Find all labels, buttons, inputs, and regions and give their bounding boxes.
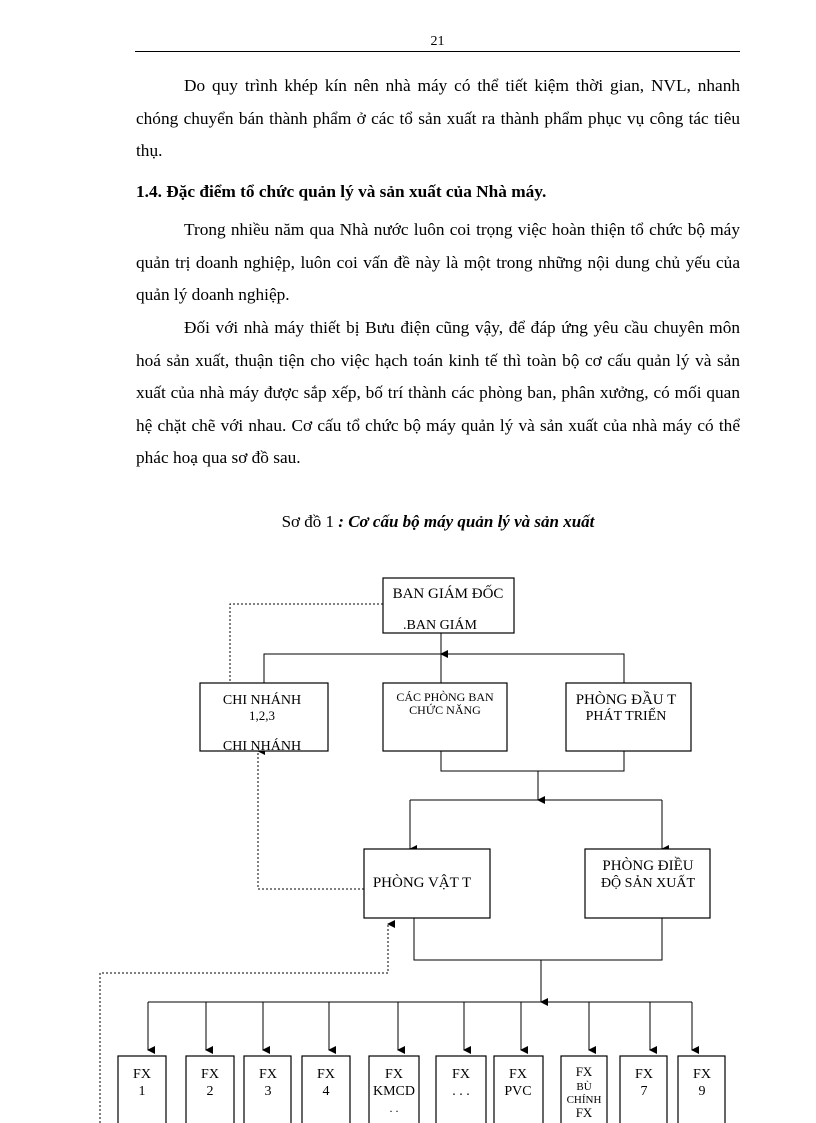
functional-line-1: CÁC PHÒNG BAN <box>396 690 494 704</box>
workshop-box <box>494 1056 543 1123</box>
board-line-1: BAN GIÁM ĐỐC <box>392 586 504 602</box>
workshop-id: 3 <box>264 1084 272 1099</box>
workshop-id: 9 <box>698 1084 706 1099</box>
paragraph-2-text: Trong nhiều năm qua Nhà nước luôn coi trọng việc hoàn thiện tổ chức bộ máy quản trị doanh nghiệp, luôn coi vấn đề này là một trong những nội dung chủ yếu của quản lý doanh nghiệp. <box>136 220 740 304</box>
functional-departments-box <box>383 683 507 751</box>
dispatch-line-2: ĐỘ SẢN XUẤT <box>600 876 696 891</box>
workshop-box <box>186 1056 234 1123</box>
workshop-id: KMCD <box>372 1084 416 1099</box>
workshop-box <box>369 1056 419 1123</box>
branch-line-1: CHI NHÁNH <box>222 693 302 708</box>
workshop-box <box>302 1056 350 1123</box>
supply-dept-box <box>364 849 490 918</box>
workshop-extra: . . <box>389 1101 399 1115</box>
workshop-id: 1 <box>138 1084 146 1099</box>
workshop-drops <box>148 1002 692 1050</box>
invest-line-1: PHÒNG ĐẦU T <box>575 692 677 708</box>
workshop-id: 7 <box>640 1084 648 1099</box>
workshop-label: FX <box>201 1067 219 1082</box>
workshop-box <box>678 1056 725 1123</box>
workshop-label: FX <box>385 1067 403 1082</box>
workshop-box <box>118 1056 166 1123</box>
workshops <box>118 1056 725 1123</box>
workshop-label: FX <box>133 1067 151 1082</box>
workshop-label: FX <box>693 1067 711 1082</box>
workshop-extra: CHÍNH <box>566 1094 602 1106</box>
workshop-box <box>620 1056 667 1123</box>
dispatch-line-1: PHÒNG ĐIỀU <box>602 858 694 874</box>
paragraph-1-text: Do quy trình khép kín nên nhà máy có thể tiết kiệm thời gian, NVL, nhanh chóng chuyển bán thành phẩm ở các tổ sản xuất ra thành phẩm phục vụ công tác tiêu thụ. <box>136 76 740 160</box>
paragraph-3-text: Đối với nhà máy thiết bị Bưu điện cũng vậy, để đáp ứng yêu cầu chuyên môn hoá sản xuất, thuận tiện cho việc hạch toán kinh tế thì toàn bộ cơ cấu quản lý và sản xuất của nhà máy được sắp xếp, bố trí thành các phòng ban, phân xưởng, có mối quan hệ chặt chẽ với nhau. Cơ cấu tổ chức bộ máy quản lý và sản xuất của nhà máy có thể phác hoạ qua sơ đồ sau. <box>136 318 740 467</box>
supply-line-1: PHÒNG VẬT T <box>372 875 472 891</box>
branch-line-2: 1,2,3 <box>249 708 275 723</box>
workshop-box <box>561 1056 607 1123</box>
workshop-label: FX <box>317 1067 335 1082</box>
invest-line-2: PHÁT TRIỂN <box>585 709 667 724</box>
workshop-label: FX <box>509 1067 527 1082</box>
workshop-id: 2 <box>206 1084 214 1099</box>
dotted-connectors <box>100 604 388 1123</box>
functional-line-2: CHỨC NĂNG <box>409 703 481 717</box>
board-line-2: .BAN GIÁM <box>403 618 477 633</box>
section-heading: 1.4. Đặc điểm tổ chức quản lý và sản xuất của Nhà máy. <box>136 182 547 201</box>
branch-line-3: CHI NHÁNH <box>222 739 302 754</box>
caption-title: : Cơ cấu bộ máy quản lý và sản xuất <box>338 512 595 531</box>
branch-box <box>200 683 328 754</box>
workshop-label: FX <box>635 1067 653 1082</box>
page-number: 21 <box>430 34 445 49</box>
caption-prefix: Sơ đồ 1 <box>281 512 339 531</box>
workshop-id: PVC <box>504 1084 532 1099</box>
dispatch-dept-box <box>585 849 710 918</box>
workshop-box <box>436 1056 486 1123</box>
workshop-id: BÙ <box>576 1081 592 1093</box>
workshop-label: FX <box>259 1067 277 1082</box>
workshop-id: 4 <box>322 1084 330 1099</box>
workshop-id: . . . <box>452 1084 470 1099</box>
investment-dept-box <box>566 683 691 751</box>
board-of-directors-box <box>383 578 514 633</box>
workshop-box <box>244 1056 291 1123</box>
workshop-label: FX <box>575 1064 593 1079</box>
workshop-extra-2: FX <box>575 1105 593 1120</box>
workshop-label: FX <box>452 1067 470 1082</box>
